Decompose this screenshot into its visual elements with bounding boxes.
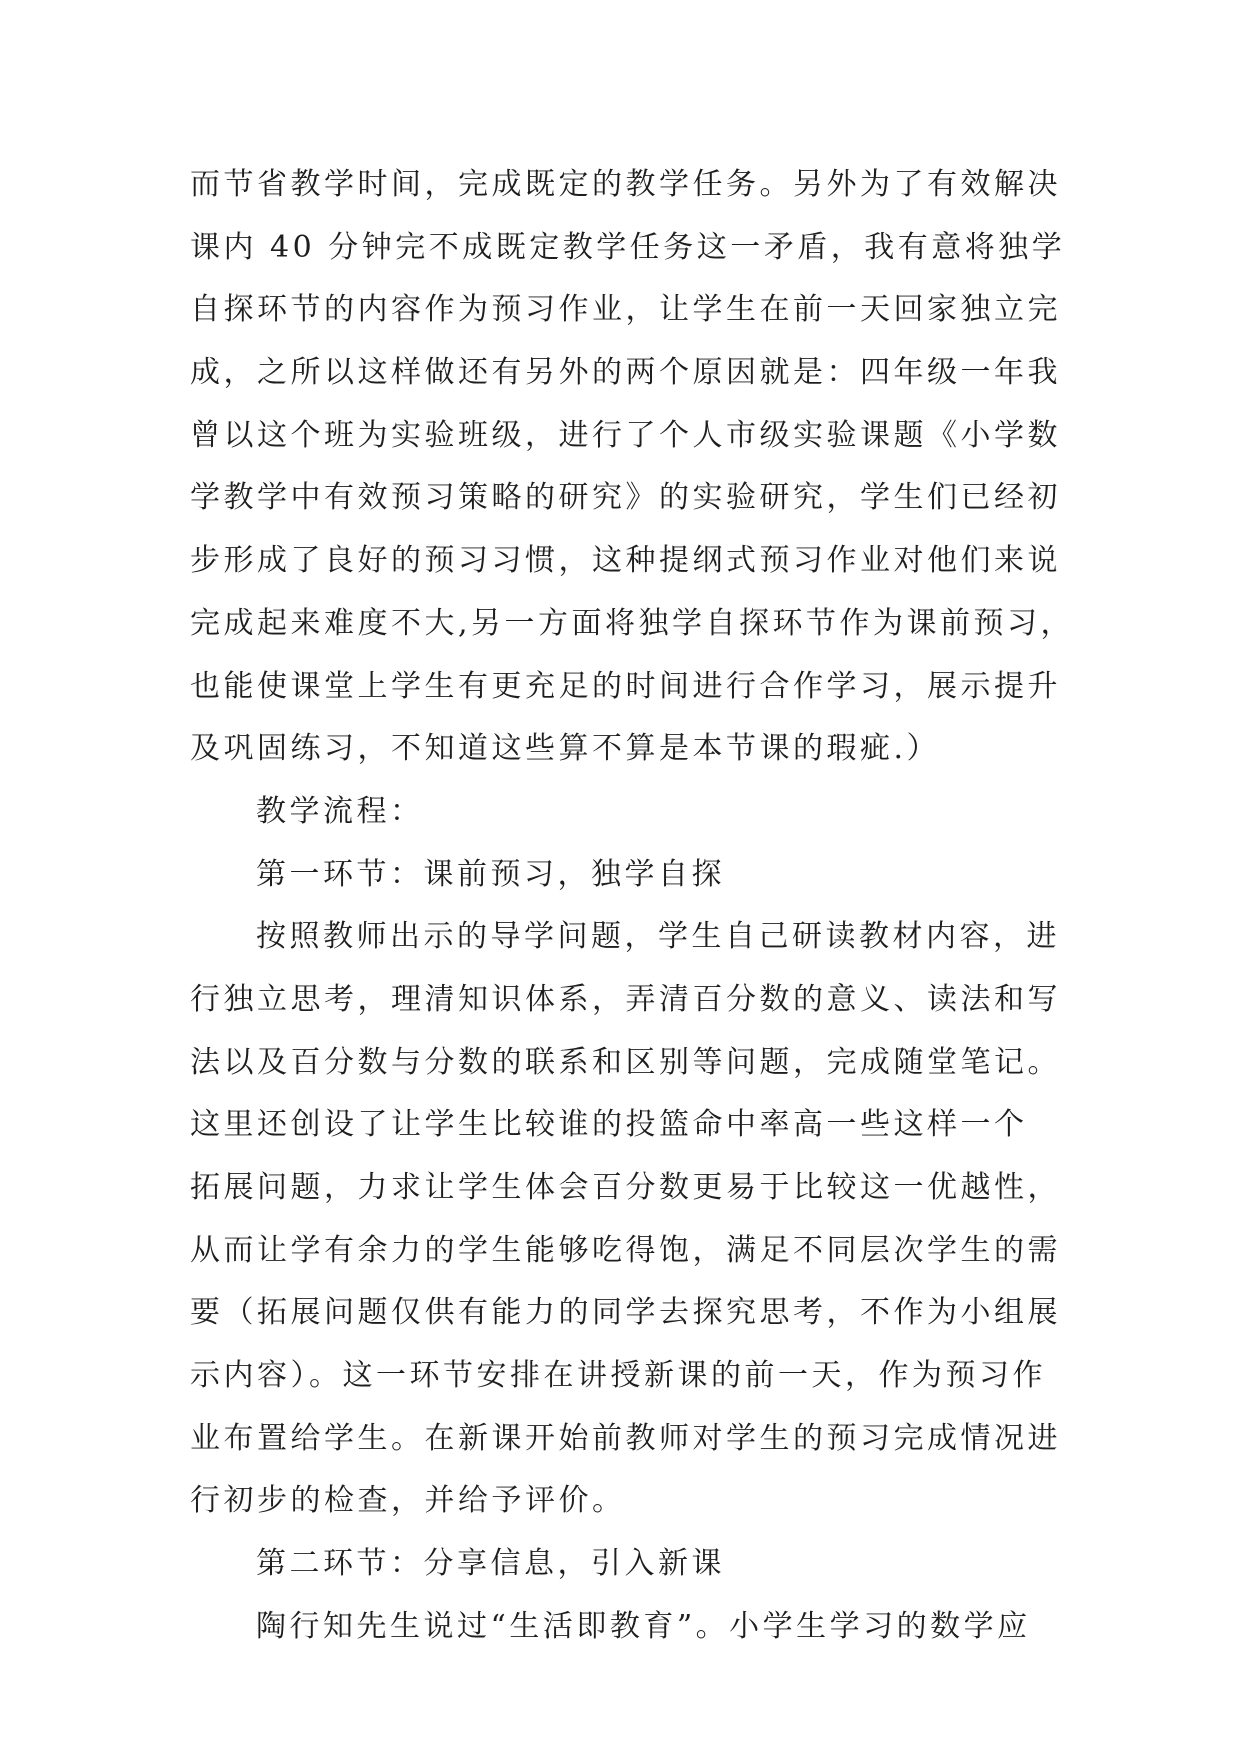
paragraph-line: 步形成了良好的预习习惯，这种提纲式预习作业对他们来说	[190, 543, 1061, 579]
paragraph-line: 拓展问题，力求让学生体会百分数更易于比较这一优越性，	[190, 1170, 1061, 1205]
paragraph-line: 示内容）。这一环节安排在讲授新课的前一天，作为预习作	[190, 1358, 1046, 1394]
paragraph-line: 从而让学有余力的学生能够吃得饱，满足不同层次学生的需	[190, 1232, 1061, 1268]
paragraph-line: 及巩固练习，不知道这些算不算是本节课的瑕疵.）	[190, 731, 941, 767]
paragraph-line: 行初步的检查，并给予评价。	[190, 1483, 626, 1519]
document-page	[190, 154, 1075, 1659]
paragraph-line: 课内 40 分钟完不成既定教学任务这一矛盾，我有意将独学	[190, 229, 1066, 265]
paragraph-line: 这里还创设了让学生比较谁的投篮命中率高一些这样一个	[190, 1107, 1028, 1143]
section-heading: 教学流程：	[256, 793, 424, 829]
paragraph-line: 而节省教学时间，完成既定的教学任务。另外为了有效解决	[190, 167, 1061, 202]
paragraph-line: 曾以这个班为实验班级，进行了个人市级实验课题《小学数	[190, 417, 1061, 453]
paragraph-line: 陶行知先生说过“生活即教育”。小学生学习的数学应	[256, 1608, 1031, 1644]
paragraph-line: 学教学中有效预习策略的研究》的实验研究，学生们已经初	[190, 480, 1061, 516]
paragraph-line: 也能使课堂上学生有更充足的时间进行合作学习，展示提升	[190, 668, 1061, 704]
section-heading: 第二环节：分享信息，引入新课	[256, 1546, 725, 1582]
paragraph-line: 法以及百分数与分数的联系和区别等问题，完成随堂笔记。	[190, 1044, 1061, 1080]
section-heading: 第一环节：课前预习，独学自探	[256, 856, 725, 892]
paragraph-line: 要（拓展问题仅供有能力的同学去探究思考，不作为小组展	[190, 1295, 1061, 1331]
paragraph-line: 按照教师出示的导学问题，学生自己研读教材内容，进	[256, 919, 1060, 955]
paragraph-line: 成，之所以这样做还有另外的两个原因就是：四年级一年我	[190, 355, 1061, 391]
paragraph-line: 业布置给学生。在新课开始前教师对学生的预习完成情况进	[190, 1420, 1061, 1456]
paragraph-line: 自探环节的内容作为预习作业，让学生在前一天回家独立完	[190, 292, 1061, 328]
paragraph-line: 完成起来难度不大,另一方面将独学自探环节作为课前预习，	[190, 605, 1075, 641]
paragraph-line: 行独立思考，理清知识体系，弄清百分数的意义、读法和写	[190, 981, 1061, 1017]
